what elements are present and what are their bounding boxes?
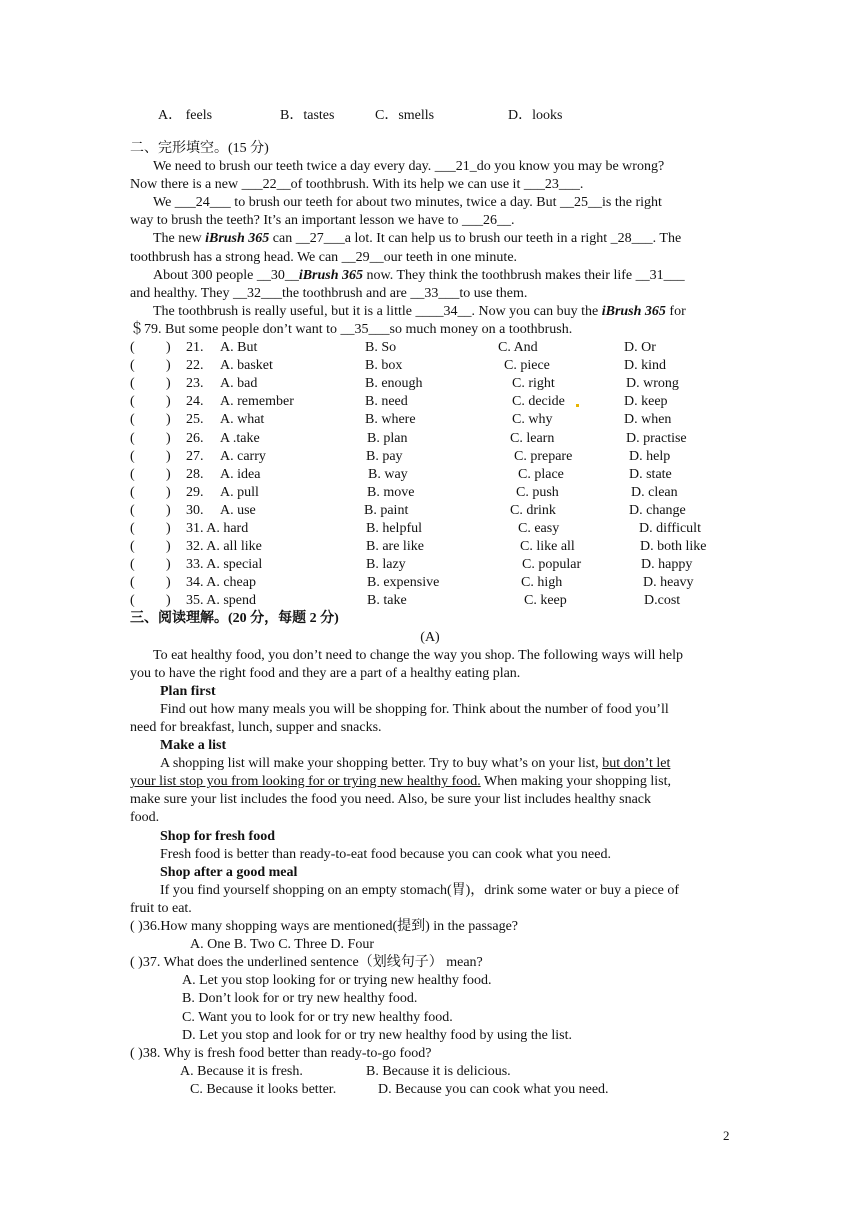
answer-paren-open: (: [130, 484, 135, 500]
question-number: 24.: [186, 394, 204, 410]
answer-paren-close: ): [166, 394, 171, 410]
fresh-food-text: Fresh food is better than ready-to-eat food because you can cook what you need.: [160, 846, 611, 862]
question-number: 25.: [186, 412, 204, 428]
question-number: 28.: [186, 466, 204, 482]
option-c: C. And: [498, 340, 538, 356]
option-c: C. keep: [524, 593, 567, 609]
answer-paren-close: ): [166, 575, 171, 591]
option-c: C. drink: [510, 502, 556, 518]
option-d: D. kind: [624, 358, 666, 374]
s2-p5-l2: ＄79. But some people don’t want to __35___so much money on a toothbrush.: [130, 321, 573, 337]
answer-paren-close: ): [166, 376, 171, 392]
option-c: C. place: [518, 466, 564, 482]
plan-first-l2: need for breakfast, lunch, supper and snacks.: [130, 720, 382, 735]
brand-name: iBrush 365: [205, 231, 270, 247]
option-c: C. learn: [510, 430, 555, 446]
option-a: A. bad: [220, 376, 258, 392]
question-number: 34. A. cheap: [186, 575, 256, 591]
brand-name: iBrush 365: [298, 267, 364, 283]
question-38-option-d: D. Because you can cook what you need.: [378, 1081, 609, 1097]
question-number: 26.: [186, 430, 204, 446]
question-37-option-d: D. Let you stop and look for or try new healthy food by using the list.: [182, 1027, 572, 1043]
option-b: B. box: [365, 358, 403, 374]
answer-paren-close: ): [166, 340, 171, 356]
option-b: B. lazy: [366, 557, 406, 573]
section2-title: 二、完形填空。(15 分): [130, 141, 269, 156]
answer-paren-close: ): [166, 484, 171, 500]
cloze-question-row: [130, 339, 730, 357]
heading-good-meal: Shop after a good meal: [160, 864, 298, 880]
top-options: [130, 104, 730, 124]
make-list-l4: food.: [130, 810, 160, 826]
passage-label: (A): [420, 629, 440, 645]
s2-p2-l1: We ___24___ to brush our teeth for about two minutes, twice a day. But __25__is the right: [153, 195, 662, 211]
option-c: C. easy: [518, 520, 560, 536]
s2-p2-l2: way to brush the teeth? It’s an important lesson we have to ___26__.: [130, 213, 515, 229]
option-d: D. practise: [626, 430, 687, 446]
answer-paren-open: (: [130, 539, 135, 555]
answer-paren-open: (: [130, 376, 135, 392]
cloze-question-row: [130, 448, 730, 466]
answer-paren-open: (: [130, 340, 135, 356]
question-number: 23.: [186, 376, 204, 392]
answer-paren-close: ): [166, 539, 171, 555]
option-b: B. need: [365, 394, 408, 410]
cloze-question-list: [130, 339, 730, 610]
question-38: ( )38. Why is fresh food better than ready-to-go food?: [130, 1045, 432, 1061]
answer-paren-open: (: [130, 412, 135, 428]
question-number: 27.: [186, 448, 204, 464]
option-a: A. basket: [220, 358, 273, 374]
option-c: C. piece: [504, 358, 550, 374]
question-38-option-b: B. Because it is delicious.: [366, 1063, 511, 1079]
heading-plan-first: Plan first: [160, 683, 216, 699]
option-b: B. So: [365, 340, 397, 356]
question-number: 33. A. special: [186, 557, 263, 573]
cloze-question-row: [130, 538, 730, 556]
option-a: A. use: [220, 502, 256, 518]
option-a: A． feels: [158, 108, 213, 123]
question-37-option-b: B. Don’t look for or try new healthy food.: [182, 991, 418, 1007]
heading-make-list: Make a list: [160, 738, 227, 754]
heading-fresh-food: Shop for fresh food: [160, 828, 276, 844]
section3-title: 三、阅读理解。(20 分，每题 2 分): [130, 611, 339, 627]
answer-paren-close: ): [166, 520, 171, 536]
answer-paren-close: ): [166, 466, 171, 482]
cloze-question-row: [130, 484, 730, 502]
option-d: D. change: [629, 502, 686, 518]
option-c: C. high: [521, 575, 563, 591]
option-c: C. prepare: [514, 448, 573, 464]
question-number: 31. A. hard: [186, 520, 249, 536]
option-a: A. remember: [220, 394, 294, 410]
underlined-sentence: your list stop you from looking for or trying new healthy food.: [130, 774, 481, 790]
question-36-options: A. One B. Two C. Three D. Four: [190, 937, 374, 953]
option-c: C. like all: [520, 539, 575, 555]
make-list-l1: A shopping list will make your shopping better. Try to buy what’s on your list, but don’t let: [160, 756, 671, 772]
document-page: [130, 104, 730, 1099]
option-a: A. But: [220, 340, 258, 356]
answer-paren-open: (: [130, 520, 135, 536]
option-b: B. plan: [367, 430, 408, 446]
s2-p3-l1: The new iBrush 365 can __27___a lot. It can help us to brush our teeth in a right _28___. The: [153, 231, 682, 247]
answer-paren-close: ): [166, 448, 171, 464]
option-d: D. keep: [624, 394, 668, 410]
intro-l1: To eat healthy food, you don’t need to change the way you shop. The following ways will help: [153, 647, 684, 663]
plan-first-l1: Find out how many meals you will be shopping for. Think about the number of food you’ll: [160, 701, 669, 717]
option-b: B. move: [367, 484, 415, 500]
question-37: ( )37. What does the underlined sentence（划线句子） mean?: [130, 955, 483, 971]
answer-paren-open: (: [130, 593, 135, 609]
option-d: D.cost: [644, 593, 681, 609]
answer-paren-close: ): [166, 430, 171, 446]
question-number: 30.: [186, 502, 204, 518]
good-meal-l2: fruit to eat.: [130, 900, 192, 916]
option-b: B. way: [368, 466, 408, 482]
answer-paren-close: ): [166, 502, 171, 518]
cloze-question-row: [130, 357, 730, 375]
option-a: A. pull: [220, 484, 259, 500]
answer-paren-open: (: [130, 466, 135, 482]
question-number: 29.: [186, 484, 204, 500]
option-d: D. happy: [641, 557, 693, 573]
cloze-question-row: [130, 375, 730, 393]
make-list-l2: your list stop you from looking for or trying new healthy food. When making your shopping list,: [130, 774, 672, 790]
s2-p3-l2: toothbrush has a strong head. We can __29__our teeth in one minute.: [130, 249, 518, 265]
option-d: D. help: [629, 448, 671, 464]
s2-p1-l1: We need to brush our teeth twice a day every day. ___21_do you know you may be wrong?: [153, 159, 665, 175]
s2-p4-l1: About 300 people __30__iBrush 365 now. They think the toothbrush makes their life __31___: [153, 267, 685, 283]
answer-paren-open: (: [130, 358, 135, 374]
cloze-question-row: [130, 393, 730, 411]
option-d: D. state: [629, 466, 672, 482]
option-a: A. idea: [220, 466, 261, 482]
option-d: D. when: [624, 412, 672, 428]
question-38-option-c: C. Because it looks better.: [190, 1081, 337, 1097]
option-c: C. decide: [512, 394, 565, 410]
answer-paren-open: (: [130, 575, 135, 591]
option-a: A. what: [220, 412, 265, 428]
answer-paren-open: (: [130, 557, 135, 573]
underlined-sentence: but don’t let: [602, 756, 671, 772]
answer-paren-open: (: [130, 448, 135, 464]
option-a: A .take: [220, 430, 260, 446]
option-b: B. enough: [365, 376, 423, 392]
answer-paren-close: ): [166, 593, 171, 609]
option-c: C. why: [512, 412, 553, 428]
question-number: 32. A. all like: [186, 539, 262, 555]
option-b: B. helpful: [366, 520, 422, 536]
cloze-question-row: [130, 502, 730, 520]
option-d: D. both like: [640, 539, 707, 555]
cloze-question-row: [130, 430, 730, 448]
option-b: B. where: [365, 412, 416, 428]
option-b: B．tastes: [280, 108, 335, 123]
cloze-question-row: [130, 466, 730, 484]
option-d: D. wrong: [626, 376, 679, 392]
cloze-question-row: [130, 574, 730, 592]
option-b: B. pay: [366, 448, 403, 464]
s2-p5-l1: The toothbrush is really useful, but it is a little ____34__. Now you can buy the iBrush 365 for: [153, 303, 686, 319]
question-38-option-a: A. Because it is fresh.: [180, 1063, 303, 1079]
cloze-question-row: [130, 556, 730, 574]
make-list-l3: make sure your list includes the food you need. Also, be sure your list includes healthy snack: [130, 792, 652, 808]
s2-p4-l2: and healthy. They __32___the toothbrush and are __33___to use them.: [130, 285, 528, 301]
question-37-option-c: C. Want you to look for or try new healthy food.: [182, 1009, 453, 1025]
option-b: B. take: [367, 593, 407, 609]
question-number: 35. A. spend: [186, 593, 256, 609]
cloze-question-row: [130, 411, 730, 429]
question-number: 22.: [186, 358, 204, 374]
brand-name: iBrush 365: [601, 303, 666, 319]
answer-paren-close: ): [166, 557, 171, 573]
option-a: A. carry: [220, 448, 266, 464]
question-number: 21.: [186, 340, 204, 356]
option-d: D．looks: [508, 108, 563, 123]
option-b: B. expensive: [367, 575, 440, 591]
answer-paren-close: ): [166, 358, 171, 374]
answer-paren-open: (: [130, 502, 135, 518]
question-38-options-row1: [130, 1063, 730, 1081]
good-meal-l1: If you find yourself shopping on an empty stomach(胃)，drink some water or buy a piece of: [160, 882, 680, 898]
cloze-question-row: [130, 520, 730, 538]
option-b: B. are like: [366, 539, 424, 555]
question-38-options-row2: [130, 1081, 730, 1099]
option-d: D. clean: [631, 484, 678, 500]
option-d: D. heavy: [643, 575, 694, 591]
option-d: D. difficult: [639, 520, 701, 536]
intro-l2: you to have the right food and they are a part of a healthy eating plan.: [130, 665, 521, 681]
page-number: 2: [723, 1128, 730, 1143]
question-37-option-a: A. Let you stop looking for or trying new healthy food.: [182, 973, 492, 989]
answer-paren-close: ): [166, 412, 171, 428]
option-c: C. popular: [522, 557, 582, 573]
cloze-question-row: [130, 592, 730, 610]
question-36: ( )36.How many shopping ways are mentioned(提到) in the passage?: [130, 919, 519, 935]
option-c: C. push: [516, 484, 559, 500]
stray-mark: [576, 404, 579, 407]
option-b: B. paint: [364, 502, 409, 518]
option-c: C．smells: [375, 108, 435, 123]
answer-paren-open: (: [130, 430, 135, 446]
answer-paren-open: (: [130, 394, 135, 410]
option-c: C. right: [512, 376, 555, 392]
option-d: D. Or: [624, 340, 656, 356]
s2-p1-l2: Now there is a new ___22__of toothbrush. With its help we can use it ___23___.: [130, 177, 584, 193]
